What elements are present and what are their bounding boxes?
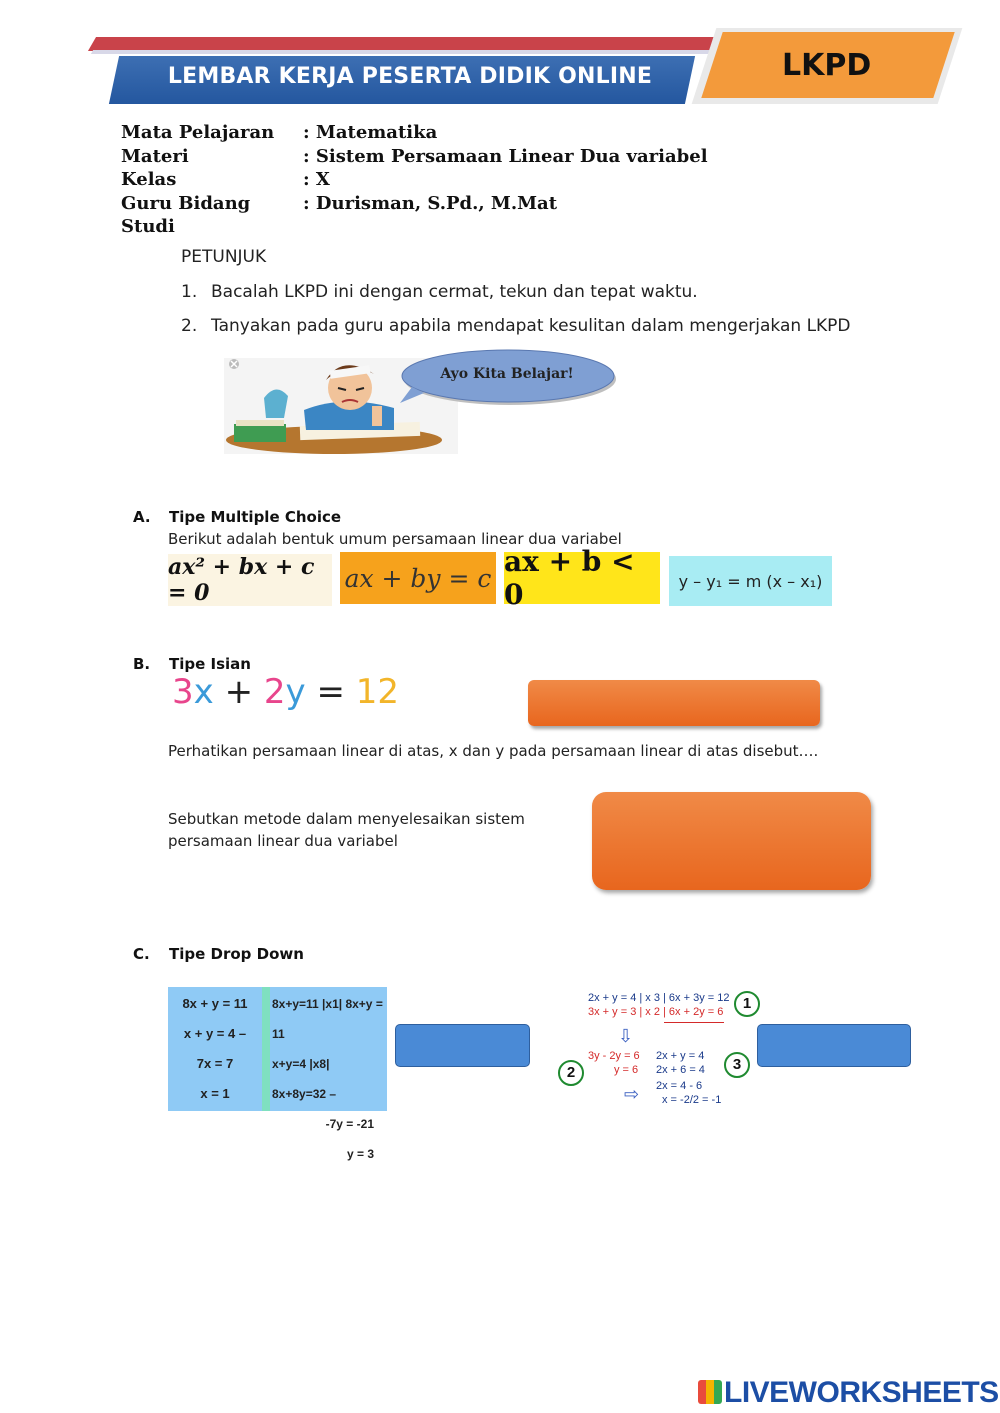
lkpd-tag-label: LKPD — [782, 48, 872, 83]
image-divider — [262, 987, 270, 1111]
elimination-line: 8x + y = 11 — [182, 996, 248, 1011]
elimination-line: x + y = 4 – — [183, 1026, 247, 1041]
method-line: 2x + 6 = 4 — [656, 1064, 705, 1076]
info-row — [121, 145, 708, 169]
elimination-line: -7y = -21 — [325, 1117, 374, 1131]
combined-method-image — [556, 986, 756, 1112]
variable-x: x — [193, 672, 214, 712]
logo-icon — [698, 1380, 722, 1404]
header-stripe-shadow — [91, 50, 755, 54]
option-point-slope[interactable]: y – y₁ = m (x – x₁) — [669, 556, 832, 606]
elimination-line: 7x = 7 — [196, 1056, 234, 1071]
method-line: x = -2/2 = -1 — [662, 1094, 722, 1106]
section-b-question-2-line2: persamaan linear dua variabel — [168, 832, 398, 850]
option-quadratic[interactable]: ax² + bx + c = 0 — [168, 554, 332, 606]
equals-sign: = — [305, 672, 356, 712]
info-key: Materi — [121, 145, 189, 167]
elimination-method-image — [168, 987, 387, 1161]
section-c-heading — [133, 945, 304, 963]
equation-display — [172, 672, 399, 712]
info-row — [121, 168, 708, 192]
logo-text: LIVEWORKSHEETS — [724, 1376, 999, 1409]
page-title: LEMBAR KERJA PESERTA DIDIK ONLINE — [167, 64, 653, 89]
down-arrow-icon: ⇩ — [618, 1026, 634, 1046]
elimination-line: 8x+y=11 |x1| 8x+y = 11 — [272, 997, 383, 1041]
elimination-right — [272, 989, 384, 1169]
elimination-line: y = 3 — [346, 1147, 374, 1161]
step-3-badge: 3 — [724, 1052, 750, 1078]
section-title: Tipe Multiple Choice — [169, 508, 342, 526]
variable-y: y — [285, 672, 306, 712]
dropdown-method-2[interactable] — [757, 1024, 911, 1067]
section-b-heading — [133, 655, 251, 673]
info-key: Mata Pelajaran — [121, 122, 275, 143]
section-b-question-2-line1: Sebutkan metode dalam menyelesaikan sistem — [168, 810, 525, 828]
method-line: 2x + y = 4 | x 3 | 6x + 3y = 12 — [588, 992, 730, 1004]
info-value: : X — [303, 169, 330, 190]
section-a-heading — [133, 508, 341, 526]
elimination-left — [172, 989, 258, 1109]
answer-input-variables[interactable] — [528, 680, 820, 726]
section-title: Tipe Isian — [169, 655, 251, 673]
elimination-line: x+y=4 |x8| 8x+8y=32 – — [272, 1057, 337, 1101]
option-linear-inequality[interactable]: ax + b < 0 — [504, 552, 660, 604]
section-letter: C. — [133, 945, 150, 963]
info-key: Kelas — [121, 169, 177, 190]
option-linear-two-variable[interactable]: ax + by = c — [340, 552, 496, 604]
method-line: 2x + y = 4 — [656, 1050, 705, 1062]
instruction-text: Bacalah LKPD ini dengan cermat, tekun dan tepat waktu. — [211, 282, 698, 302]
constant: 12 — [355, 672, 400, 712]
speech-bubble-text: Ayo Kita Belajar! — [440, 366, 574, 382]
instructions-heading: PETUNJUK — [181, 247, 267, 267]
info-key: Guru Bidang Studi — [121, 192, 251, 237]
info-value: : Durisman, S.Pd., M.Mat — [303, 192, 558, 214]
method-line: y = 6 — [614, 1064, 639, 1076]
method-line: 3y - 2y = 6 — [588, 1050, 640, 1062]
instruction-number: 2. — [181, 316, 198, 336]
step-2-badge: 2 — [558, 1060, 584, 1086]
section-b-question-1: Perhatikan persamaan linear di atas, x dan y pada persamaan linear di atas disebut…. — [168, 742, 819, 760]
section-a-question: Berikut adalah bentuk umum persamaan linear dua variabel — [168, 530, 622, 548]
instruction-item — [181, 282, 698, 302]
section-title: Tipe Drop Down — [169, 945, 304, 963]
coefficient-a: 3 — [172, 672, 194, 712]
plus-sign: + — [213, 672, 264, 712]
instruction-number: 1. — [181, 282, 198, 302]
right-arrow-icon: ⇨ — [624, 1084, 640, 1104]
instruction-text: Tanyakan pada guru apabila mendapat kesulitan dalam mengerjakan LKPD — [211, 316, 851, 336]
info-value: : Matematika — [303, 122, 438, 143]
step-1-badge: 1 — [734, 991, 760, 1017]
info-row — [121, 192, 708, 239]
instruction-item — [181, 316, 851, 336]
info-table — [121, 121, 708, 239]
dropdown-method-1[interactable] — [395, 1024, 530, 1067]
section-letter: A. — [133, 508, 151, 526]
liveworksheets-logo — [698, 1376, 999, 1410]
answer-input-methods[interactable] — [592, 792, 871, 890]
method-line: 3x + y = 3 | x 2 | 6x + 2y = 6 — [588, 1006, 724, 1018]
header-red-stripe — [88, 37, 758, 51]
coefficient-b: 2 — [263, 672, 286, 712]
method-line: 2x = 4 - 6 — [656, 1080, 703, 1092]
info-value: : Sistem Persamaan Linear Dua variabel — [303, 145, 708, 167]
section-letter: B. — [133, 655, 151, 673]
elimination-line: x = 1 — [200, 1086, 230, 1101]
info-row — [121, 121, 708, 145]
subtraction-line — [664, 1022, 724, 1023]
